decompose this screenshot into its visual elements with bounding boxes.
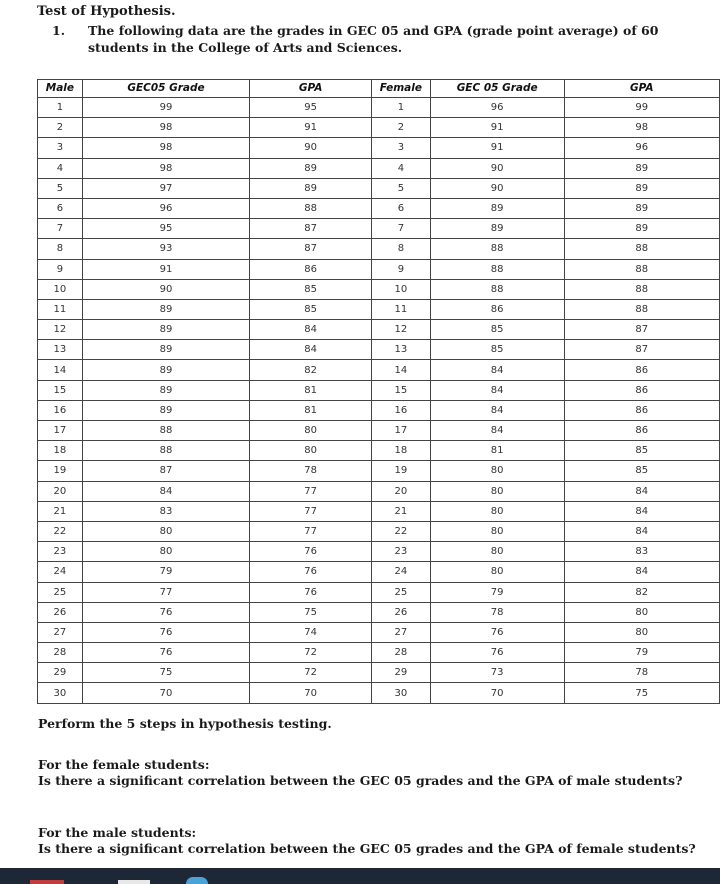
female-section-question: Is there a significant correlation between the GEC 05 grades and the GPA of male students? bbox=[38, 773, 683, 788]
cell-female-number: 6 bbox=[371, 198, 430, 218]
cell-male-number: 23 bbox=[38, 542, 83, 562]
cell-female-gec05-grade: 85 bbox=[430, 340, 564, 360]
cell-female-number: 23 bbox=[371, 542, 430, 562]
cell-male-gec05-grade: 90 bbox=[82, 279, 249, 299]
grades-table bbox=[37, 79, 720, 704]
cell-male-gpa: 87 bbox=[250, 219, 372, 239]
cell-male-number: 1 bbox=[38, 98, 83, 118]
cell-female-gpa: 88 bbox=[564, 299, 719, 319]
cell-female-gpa: 84 bbox=[564, 521, 719, 541]
cell-male-gpa: 75 bbox=[250, 602, 372, 622]
cell-female-gpa: 79 bbox=[564, 643, 719, 663]
table-header-row bbox=[38, 80, 720, 98]
cell-female-number: 28 bbox=[371, 643, 430, 663]
cell-female-gec05-grade: 96 bbox=[430, 98, 564, 118]
cell-male-number: 16 bbox=[38, 400, 83, 420]
cell-female-number: 2 bbox=[371, 118, 430, 138]
cell-female-number: 15 bbox=[371, 380, 430, 400]
table-row bbox=[38, 279, 720, 299]
cell-male-number: 15 bbox=[38, 380, 83, 400]
cell-female-gec05-grade: 88 bbox=[430, 239, 564, 259]
table-row bbox=[38, 622, 720, 642]
header-male-gec05-grade: GEC05 Grade bbox=[82, 80, 249, 98]
table-row bbox=[38, 421, 720, 441]
cell-female-number: 16 bbox=[371, 400, 430, 420]
cell-male-gec05-grade: 89 bbox=[82, 400, 249, 420]
cell-male-gpa: 89 bbox=[250, 178, 372, 198]
cell-female-number: 22 bbox=[371, 521, 430, 541]
cell-male-gec05-grade: 88 bbox=[82, 441, 249, 461]
cell-male-number: 4 bbox=[38, 158, 83, 178]
cell-male-gec05-grade: 95 bbox=[82, 219, 249, 239]
header-female-gpa: GPA bbox=[564, 80, 719, 98]
cell-female-number: 1 bbox=[371, 98, 430, 118]
cell-male-gec05-grade: 99 bbox=[82, 98, 249, 118]
cell-female-number: 18 bbox=[371, 441, 430, 461]
cell-female-gec05-grade: 79 bbox=[430, 582, 564, 602]
cell-male-number: 19 bbox=[38, 461, 83, 481]
cell-female-number: 11 bbox=[371, 299, 430, 319]
instructions: Perform the 5 steps in hypothesis testing. bbox=[38, 716, 332, 731]
cell-female-number: 20 bbox=[371, 481, 430, 501]
taskbar-app-red[interactable] bbox=[30, 880, 64, 884]
cell-male-gpa: 78 bbox=[250, 461, 372, 481]
cell-female-number: 17 bbox=[371, 421, 430, 441]
table-row bbox=[38, 219, 720, 239]
table-row bbox=[38, 501, 720, 521]
cell-male-number: 6 bbox=[38, 198, 83, 218]
cell-female-gec05-grade: 81 bbox=[430, 441, 564, 461]
cell-female-gec05-grade: 73 bbox=[430, 663, 564, 683]
cell-male-gec05-grade: 89 bbox=[82, 360, 249, 380]
cell-male-gec05-grade: 89 bbox=[82, 380, 249, 400]
cell-female-number: 4 bbox=[371, 158, 430, 178]
cell-male-number: 7 bbox=[38, 219, 83, 239]
cell-female-gec05-grade: 80 bbox=[430, 501, 564, 521]
cell-male-gec05-grade: 89 bbox=[82, 340, 249, 360]
cell-male-gpa: 80 bbox=[250, 421, 372, 441]
cell-female-gpa: 88 bbox=[564, 279, 719, 299]
table-row bbox=[38, 299, 720, 319]
question-number: 1. bbox=[52, 23, 66, 38]
table-row bbox=[38, 178, 720, 198]
header-female-gec05-grade: GEC 05 Grade bbox=[430, 80, 564, 98]
cell-male-number: 3 bbox=[38, 138, 83, 158]
cell-female-gec05-grade: 89 bbox=[430, 198, 564, 218]
male-section-question: Is there a significant correlation between the GEC 05 grades and the GPA of female students? bbox=[38, 841, 696, 856]
table-row bbox=[38, 98, 720, 118]
cell-female-gpa: 86 bbox=[564, 360, 719, 380]
cell-female-gpa: 86 bbox=[564, 380, 719, 400]
table-row bbox=[38, 138, 720, 158]
cell-male-gec05-grade: 80 bbox=[82, 521, 249, 541]
male-section-heading: For the male students: bbox=[38, 825, 197, 840]
cell-male-gec05-grade: 96 bbox=[82, 198, 249, 218]
cell-female-gec05-grade: 84 bbox=[430, 380, 564, 400]
cell-male-gpa: 90 bbox=[250, 138, 372, 158]
cell-male-gpa: 70 bbox=[250, 683, 372, 703]
cell-male-number: 28 bbox=[38, 643, 83, 663]
table-body bbox=[38, 98, 720, 704]
cell-male-number: 26 bbox=[38, 602, 83, 622]
cell-male-gpa: 72 bbox=[250, 643, 372, 663]
cell-male-gec05-grade: 76 bbox=[82, 622, 249, 642]
cell-male-gpa: 87 bbox=[250, 239, 372, 259]
cell-male-gpa: 84 bbox=[250, 340, 372, 360]
cell-male-number: 24 bbox=[38, 562, 83, 582]
cell-female-number: 29 bbox=[371, 663, 430, 683]
cell-female-gec05-grade: 84 bbox=[430, 421, 564, 441]
cell-male-gec05-grade: 83 bbox=[82, 501, 249, 521]
cell-male-gpa: 86 bbox=[250, 259, 372, 279]
table-row bbox=[38, 481, 720, 501]
cell-male-gpa: 81 bbox=[250, 400, 372, 420]
document-title: Test of Hypothesis. bbox=[37, 4, 176, 19]
cell-female-number: 19 bbox=[371, 461, 430, 481]
cell-female-number: 14 bbox=[371, 360, 430, 380]
table-row bbox=[38, 198, 720, 218]
cell-male-number: 25 bbox=[38, 582, 83, 602]
cell-male-number: 11 bbox=[38, 299, 83, 319]
cell-male-number: 13 bbox=[38, 340, 83, 360]
female-section-heading: For the female students: bbox=[38, 757, 210, 772]
table-row bbox=[38, 360, 720, 380]
cell-male-number: 2 bbox=[38, 118, 83, 138]
cell-male-gpa: 76 bbox=[250, 582, 372, 602]
cell-female-number: 9 bbox=[371, 259, 430, 279]
table-row bbox=[38, 158, 720, 178]
cell-male-gpa: 77 bbox=[250, 481, 372, 501]
cell-male-number: 22 bbox=[38, 521, 83, 541]
cell-male-number: 17 bbox=[38, 421, 83, 441]
table-row bbox=[38, 602, 720, 622]
cell-female-gpa: 83 bbox=[564, 542, 719, 562]
cell-male-gpa: 80 bbox=[250, 441, 372, 461]
cell-male-gpa: 74 bbox=[250, 622, 372, 642]
cell-male-gec05-grade: 76 bbox=[82, 602, 249, 622]
cell-male-gpa: 84 bbox=[250, 320, 372, 340]
cell-male-gec05-grade: 84 bbox=[82, 481, 249, 501]
cell-female-gec05-grade: 86 bbox=[430, 299, 564, 319]
cell-male-gpa: 85 bbox=[250, 299, 372, 319]
cell-female-number: 21 bbox=[371, 501, 430, 521]
taskbar-app-blue[interactable] bbox=[186, 877, 208, 884]
cell-female-gpa: 78 bbox=[564, 663, 719, 683]
table-row bbox=[38, 683, 720, 703]
table-row bbox=[38, 239, 720, 259]
cell-male-number: 30 bbox=[38, 683, 83, 703]
cell-male-gec05-grade: 75 bbox=[82, 663, 249, 683]
cell-female-number: 10 bbox=[371, 279, 430, 299]
cell-female-gec05-grade: 78 bbox=[430, 602, 564, 622]
cell-male-gec05-grade: 91 bbox=[82, 259, 249, 279]
cell-female-number: 24 bbox=[371, 562, 430, 582]
cell-male-gec05-grade: 80 bbox=[82, 542, 249, 562]
cell-female-gpa: 98 bbox=[564, 118, 719, 138]
cell-female-gpa: 87 bbox=[564, 340, 719, 360]
header-female: Female bbox=[371, 80, 430, 98]
cell-male-gec05-grade: 97 bbox=[82, 178, 249, 198]
cell-male-gec05-grade: 88 bbox=[82, 421, 249, 441]
cell-female-gpa: 85 bbox=[564, 441, 719, 461]
cell-female-gpa: 89 bbox=[564, 219, 719, 239]
cell-female-gpa: 88 bbox=[564, 239, 719, 259]
cell-female-gec05-grade: 80 bbox=[430, 481, 564, 501]
cell-female-gpa: 85 bbox=[564, 461, 719, 481]
cell-male-gec05-grade: 89 bbox=[82, 320, 249, 340]
cell-female-gec05-grade: 80 bbox=[430, 542, 564, 562]
table-row bbox=[38, 542, 720, 562]
cell-male-gpa: 76 bbox=[250, 562, 372, 582]
cell-female-gec05-grade: 80 bbox=[430, 562, 564, 582]
cell-female-gec05-grade: 80 bbox=[430, 461, 564, 481]
cell-female-gec05-grade: 91 bbox=[430, 138, 564, 158]
cell-female-gpa: 89 bbox=[564, 178, 719, 198]
cell-female-gec05-grade: 80 bbox=[430, 521, 564, 541]
cell-male-gec05-grade: 89 bbox=[82, 299, 249, 319]
table-row bbox=[38, 340, 720, 360]
question-text: The following data are the grades in GEC 05 and GPA (grade point average) of 60 students in the College of Arts and Sciences. bbox=[88, 23, 659, 55]
cell-male-number: 20 bbox=[38, 481, 83, 501]
cell-female-gec05-grade: 90 bbox=[430, 178, 564, 198]
cell-male-number: 5 bbox=[38, 178, 83, 198]
cell-male-gpa: 91 bbox=[250, 118, 372, 138]
cell-female-number: 8 bbox=[371, 239, 430, 259]
cell-female-gpa: 86 bbox=[564, 400, 719, 420]
cell-male-gpa: 85 bbox=[250, 279, 372, 299]
cell-female-gpa: 82 bbox=[564, 582, 719, 602]
cell-female-number: 25 bbox=[371, 582, 430, 602]
header-male: Male bbox=[38, 80, 83, 98]
cell-female-gpa: 87 bbox=[564, 320, 719, 340]
cell-male-number: 14 bbox=[38, 360, 83, 380]
table-row bbox=[38, 582, 720, 602]
cell-female-gpa: 86 bbox=[564, 421, 719, 441]
header-male-gpa: GPA bbox=[250, 80, 372, 98]
cell-male-gec05-grade: 98 bbox=[82, 138, 249, 158]
cell-female-gec05-grade: 84 bbox=[430, 400, 564, 420]
cell-male-gec05-grade: 79 bbox=[82, 562, 249, 582]
table-row bbox=[38, 521, 720, 541]
cell-male-number: 9 bbox=[38, 259, 83, 279]
cell-female-number: 27 bbox=[371, 622, 430, 642]
cell-male-number: 8 bbox=[38, 239, 83, 259]
cell-female-gpa: 80 bbox=[564, 622, 719, 642]
cell-male-gpa: 81 bbox=[250, 380, 372, 400]
table-row bbox=[38, 663, 720, 683]
cell-male-gpa: 77 bbox=[250, 521, 372, 541]
cell-female-number: 7 bbox=[371, 219, 430, 239]
cell-male-gec05-grade: 70 bbox=[82, 683, 249, 703]
cell-female-gpa: 84 bbox=[564, 562, 719, 582]
table-row bbox=[38, 461, 720, 481]
cell-female-gec05-grade: 91 bbox=[430, 118, 564, 138]
cell-female-number: 13 bbox=[371, 340, 430, 360]
table-row bbox=[38, 259, 720, 279]
cell-male-gpa: 76 bbox=[250, 542, 372, 562]
cell-female-gec05-grade: 76 bbox=[430, 622, 564, 642]
table-row bbox=[38, 380, 720, 400]
cell-female-gpa: 84 bbox=[564, 501, 719, 521]
cell-female-gec05-grade: 90 bbox=[430, 158, 564, 178]
cell-male-number: 29 bbox=[38, 663, 83, 683]
cell-male-number: 12 bbox=[38, 320, 83, 340]
cell-male-gec05-grade: 98 bbox=[82, 118, 249, 138]
table-row bbox=[38, 400, 720, 420]
taskbar-app-white[interactable] bbox=[118, 880, 150, 884]
cell-male-number: 27 bbox=[38, 622, 83, 642]
cell-female-gec05-grade: 70 bbox=[430, 683, 564, 703]
cell-female-gec05-grade: 84 bbox=[430, 360, 564, 380]
cell-female-number: 26 bbox=[371, 602, 430, 622]
cell-male-gpa: 89 bbox=[250, 158, 372, 178]
cell-male-gec05-grade: 98 bbox=[82, 158, 249, 178]
table-row bbox=[38, 320, 720, 340]
cell-male-gec05-grade: 76 bbox=[82, 643, 249, 663]
cell-female-gec05-grade: 88 bbox=[430, 279, 564, 299]
cell-female-gec05-grade: 85 bbox=[430, 320, 564, 340]
cell-female-gpa: 96 bbox=[564, 138, 719, 158]
table-row bbox=[38, 441, 720, 461]
cell-female-gec05-grade: 88 bbox=[430, 259, 564, 279]
cell-female-gpa: 84 bbox=[564, 481, 719, 501]
cell-female-gec05-grade: 76 bbox=[430, 643, 564, 663]
cell-female-number: 5 bbox=[371, 178, 430, 198]
cell-female-number: 12 bbox=[371, 320, 430, 340]
cell-male-number: 21 bbox=[38, 501, 83, 521]
cell-female-gec05-grade: 89 bbox=[430, 219, 564, 239]
cell-male-number: 10 bbox=[38, 279, 83, 299]
cell-male-gpa: 82 bbox=[250, 360, 372, 380]
table-row bbox=[38, 643, 720, 663]
table-row bbox=[38, 118, 720, 138]
cell-male-gpa: 88 bbox=[250, 198, 372, 218]
cell-female-gpa: 99 bbox=[564, 98, 719, 118]
table-row bbox=[38, 562, 720, 582]
cell-female-gpa: 89 bbox=[564, 198, 719, 218]
taskbar bbox=[0, 868, 720, 884]
cell-female-gpa: 89 bbox=[564, 158, 719, 178]
cell-female-number: 30 bbox=[371, 683, 430, 703]
cell-female-gpa: 75 bbox=[564, 683, 719, 703]
cell-male-gec05-grade: 87 bbox=[82, 461, 249, 481]
cell-male-gpa: 77 bbox=[250, 501, 372, 521]
cell-female-gpa: 80 bbox=[564, 602, 719, 622]
cell-male-gpa: 72 bbox=[250, 663, 372, 683]
cell-male-gpa: 95 bbox=[250, 98, 372, 118]
cell-male-gec05-grade: 77 bbox=[82, 582, 249, 602]
cell-female-number: 3 bbox=[371, 138, 430, 158]
cell-female-gpa: 88 bbox=[564, 259, 719, 279]
cell-male-number: 18 bbox=[38, 441, 83, 461]
cell-male-gec05-grade: 93 bbox=[82, 239, 249, 259]
